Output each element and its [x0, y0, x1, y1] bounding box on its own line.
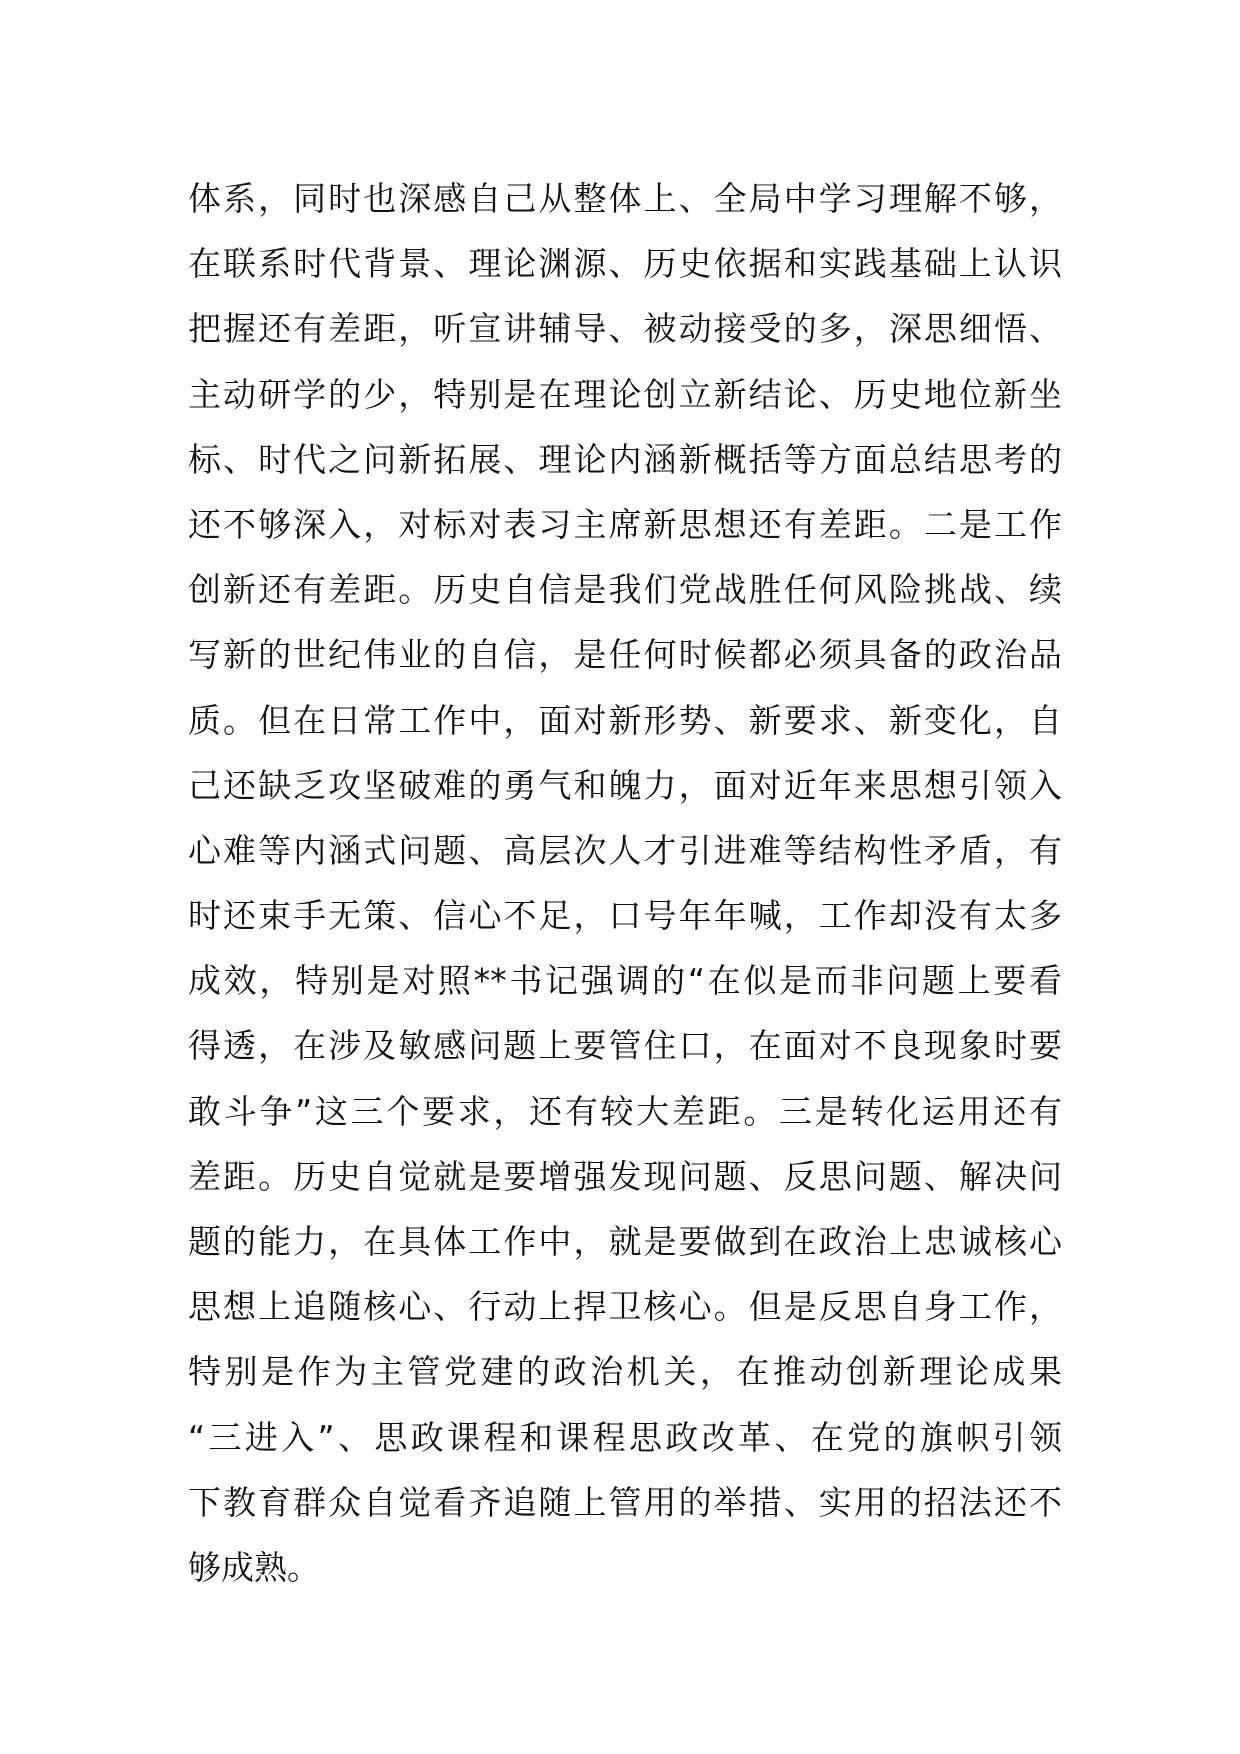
text-line: 差距。历史自觉就是要增强发现问题、反思问题、解决问	[188, 1156, 1062, 1196]
text-line: 特别是作为主管党建的政治机关，在推动创新理论成果	[188, 1352, 1062, 1392]
text-line: 体系，同时也深感自己从整体上、全局中学习理解不够，	[188, 179, 1062, 218]
text-line: 思想上追随核心、行动上捍卫核心。但是反思自身工作，	[188, 1287, 1062, 1327]
text-line: 质。但在日常工作中，面对新形势、新要求、新变化，自	[188, 700, 1062, 740]
text-line: 创新还有差距。历史自信是我们党战胜任何风险挑战、续	[188, 570, 1062, 610]
text-line: 还不够深入，对标对表习主席新思想还有差距。二是工作	[188, 504, 1062, 544]
text-line: 时还束手无策、信心不足，口号年年喊，工作却没有太多	[188, 896, 1062, 936]
text-line: 心难等内涵式问题、高层次人才引进难等结构性矛盾，有	[188, 830, 1062, 870]
text-line: 写新的世纪伟业的自信，是任何时候都必须具备的政治品	[188, 635, 1062, 675]
text-line: 在联系时代背景、理论渊源、历史依据和实践基础上认识	[188, 244, 1062, 284]
text-line: 成效，特别是对照**书记强调的“在似是而非问题上要看	[188, 961, 1062, 1001]
text-line: 得透，在涉及敏感问题上要管住口，在面对不良现象时要	[188, 1026, 1062, 1066]
text-line: “三进入”、思政课程和课程思政改革、在党的旗帜引领	[188, 1417, 1062, 1457]
text-line: 够成熟。	[188, 1547, 320, 1587]
body-paragraph	[188, 166, 1062, 1600]
text-line: 把握还有差距，听宣讲辅导、被动接受的多，深思细悟、	[188, 309, 1062, 349]
text-line: 己还缺乏攻坚破难的勇气和魄力，面对近年来思想引领入	[188, 765, 1062, 805]
text-line: 主动研学的少，特别是在理论创立新结论、历史地位新坐	[188, 374, 1062, 414]
text-line: 题的能力，在具体工作中，就是要做到在政治上忠诚核心	[188, 1222, 1062, 1261]
text-line: 敢斗争”这三个要求，还有较大差距。三是转化运用还有	[188, 1091, 1062, 1131]
text-line: 标、时代之问新拓展、理论内涵新概括等方面总结思考的	[188, 439, 1062, 479]
text-line: 下教育群众自觉看齐追随上管用的举措、实用的招法还不	[188, 1482, 1062, 1522]
